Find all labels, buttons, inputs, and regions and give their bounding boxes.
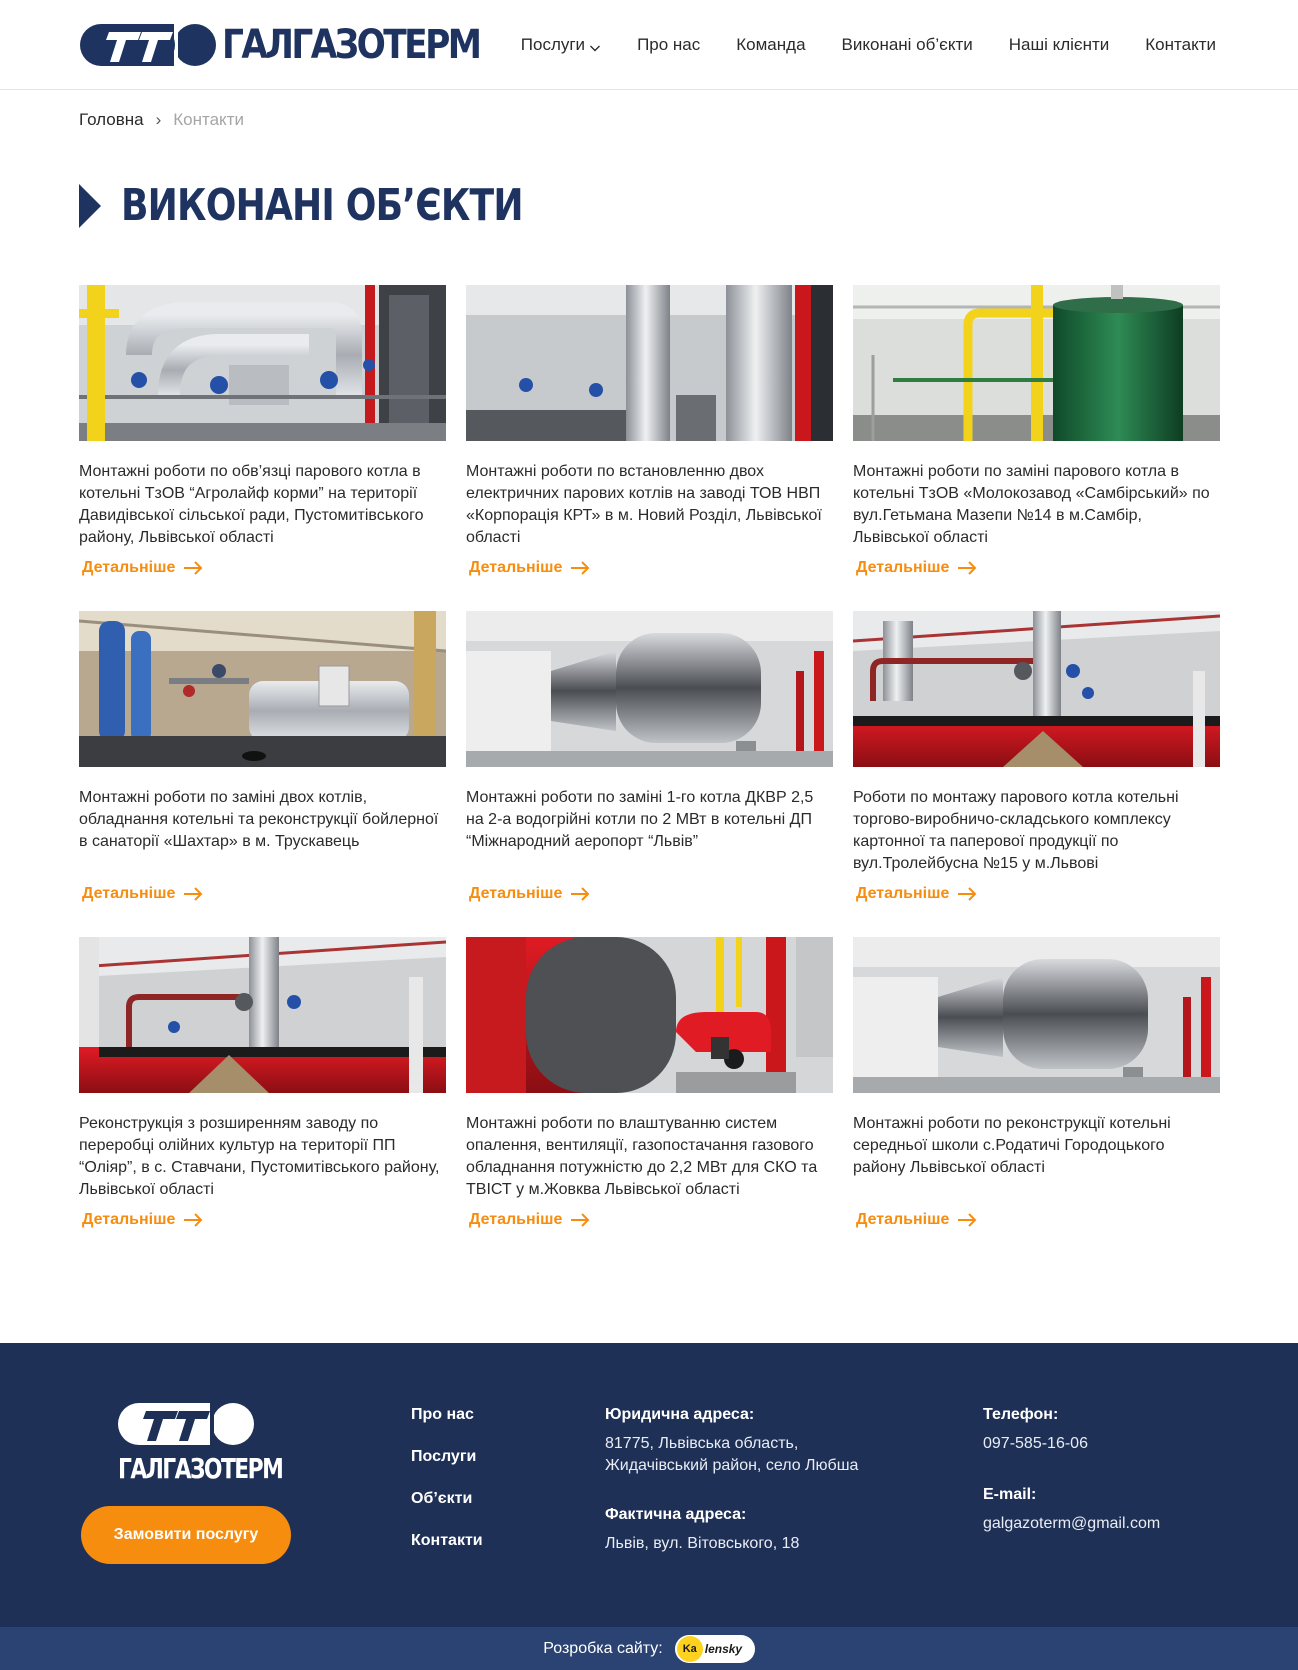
nav-item-label: Послуги (520, 35, 586, 54)
developer-logo[interactable] (675, 1635, 755, 1663)
logo-emblem-icon (118, 1403, 254, 1445)
details-link-label: Детальніше (82, 1211, 176, 1228)
project-description: Монтажні роботи по реконструкції котельні середньої школи с.Родатичі Городоцького району Львівської області (853, 1115, 1171, 1176)
footer-addresses (605, 1405, 905, 1555)
legal-address: 81775, Львівська область, Жидачівський район, село Любша (605, 1435, 859, 1474)
logo[interactable] (79, 23, 521, 67)
details-link[interactable] (856, 885, 977, 903)
actual-address-label: Фактична адреса: (605, 1506, 747, 1523)
phone-link[interactable]: 097-585-16-06 (983, 1435, 1088, 1452)
developer-credits (0, 1627, 1298, 1670)
details-link[interactable] (82, 559, 203, 577)
arrow-right-icon (957, 1213, 977, 1227)
details-link[interactable] (469, 885, 590, 903)
order-service-button[interactable]: Замовити послугу (81, 1506, 291, 1564)
breadcrumb-current: Контакти (173, 110, 244, 129)
nav-item-clients[interactable]: Наші клієнти (1008, 35, 1110, 54)
footer-link-contacts[interactable]: Контакти (411, 1532, 483, 1549)
details-link-label: Детальніше (856, 885, 950, 902)
project-image[interactable] (853, 611, 1220, 767)
page-title-block (79, 180, 611, 231)
footer-link-services[interactable]: Послуги (411, 1448, 477, 1465)
footer-menu (411, 1405, 483, 1573)
details-link[interactable] (469, 1211, 590, 1229)
project-card (79, 285, 446, 577)
project-image[interactable] (853, 937, 1220, 1093)
arrow-right-icon (957, 887, 977, 901)
project-description: Монтажні роботи по встановленню двох електричних парових котлів на заводі ТОВ НВП «Корпорація КРТ» в м. Новий Розділ, Львівської області (466, 463, 822, 546)
details-link[interactable] (856, 1211, 977, 1229)
details-link[interactable] (856, 559, 977, 577)
title-arrow-icon (79, 184, 101, 228)
project-description: Роботи по монтажу парового котла котельні торгово-виробничо-складського комплексу картонної та паперової продукції по вул.Тролейбусна №15 у м.Львові (853, 789, 1179, 872)
details-link-label: Детальніше (82, 885, 176, 902)
project-image[interactable] (79, 611, 446, 767)
project-image[interactable] (79, 285, 446, 441)
arrow-right-icon (957, 561, 977, 575)
nav-item-team[interactable]: Команда (736, 35, 806, 54)
details-link-label: Детальніше (469, 559, 563, 576)
project-card (466, 937, 833, 1229)
project-image[interactable] (466, 285, 833, 441)
site-header (0, 0, 1298, 90)
logo-wordmark: ГАЛГАЗОТЕРМ (222, 22, 480, 68)
details-link[interactable] (82, 885, 203, 903)
breadcrumb-home-link[interactable]: Головна (79, 110, 144, 129)
details-link-label: Детальніше (856, 1211, 950, 1228)
page-title: ВИКОНАНІ ОБ’ЄКТИ (121, 180, 523, 231)
arrow-right-icon (570, 887, 590, 901)
arrow-right-icon (183, 561, 203, 575)
project-description: Реконструкція з розширенням заводу по переробці олійних культур на території ПП “Оліяр”, в с. Ставчани, Пустомитівського району, Львівської області (79, 1115, 440, 1198)
details-link[interactable] (82, 1211, 203, 1229)
project-description: Монтажні роботи по влаштуванню систем опалення, вентиляції, газопостачання газового обладнання потужністю до 2,2 МВт для СКО та ТВІСТ у м.Жовква Львівської області (466, 1115, 818, 1198)
arrow-right-icon (183, 887, 203, 901)
credits-label: Розробка сайту: (543, 1639, 663, 1657)
nav-item-completed-projects[interactable]: Виконані об’єкти (841, 35, 973, 54)
project-card (853, 285, 1220, 577)
nav-item-contacts[interactable]: Контакти (1145, 35, 1216, 54)
project-card (79, 611, 446, 903)
actual-address: Львів, вул. Вітовського, 18 (605, 1535, 800, 1552)
footer-logo-wordmark: ГАЛГАЗОТЕРМ (118, 1452, 283, 1485)
project-card (466, 285, 833, 577)
project-card (853, 937, 1220, 1229)
project-card (79, 937, 446, 1229)
project-description: Монтажні роботи по заміні парового котла в котельні ТзОВ «Молокозавод «Самбірський» по вул.Гетьмана Мазепи №14 в м.Самбір, Львівської області (853, 463, 1210, 546)
footer-link-objects[interactable]: Об’єкти (411, 1490, 473, 1507)
footer-logo[interactable] (118, 1403, 283, 1485)
details-link-label: Детальніше (856, 559, 950, 576)
details-link[interactable] (469, 559, 590, 577)
arrow-right-icon (570, 1213, 590, 1227)
email-label: E-mail: (983, 1486, 1037, 1503)
project-image[interactable] (466, 611, 833, 767)
arrow-right-icon (183, 1213, 203, 1227)
project-image[interactable] (466, 937, 833, 1093)
footer-contacts (983, 1405, 1223, 1535)
nav-item-services[interactable] (521, 35, 601, 55)
breadcrumb (79, 110, 244, 130)
arrow-right-icon (570, 561, 590, 575)
details-link-label: Детальніше (469, 885, 563, 902)
project-description: Монтажні роботи по заміні двох котлів, обладнання котельні та реконструкції бойлерної в санаторії «Шахтар» в м. Трускавець (79, 789, 439, 850)
developer-logo-dot: Ka (677, 1636, 703, 1662)
footer-link-about[interactable]: Про нас (411, 1406, 474, 1423)
project-description: Монтажні роботи по обв’язці парового котла в котельні ТзОВ “Агролайф корми” на території Давидівської сільської ради, Пустомитівського району, Львівської області (79, 463, 424, 546)
project-description: Монтажні роботи по заміні 1-го котла ДКВР 2,5 на 2-а водогрійні котли по 2 МВт в котельні ДП “Міжнародний аеропорт “Львів” (466, 789, 814, 850)
logo-emblem-icon (79, 24, 216, 66)
phone-label: Телефон: (983, 1406, 1059, 1423)
nav-item-about[interactable]: Про нас (637, 35, 701, 54)
breadcrumb-separator-icon: › (155, 110, 162, 129)
details-link-label: Детальніше (82, 559, 176, 576)
project-card (466, 611, 833, 903)
legal-address-label: Юридична адреса: (605, 1406, 755, 1423)
project-image[interactable] (79, 937, 446, 1093)
project-image[interactable] (853, 285, 1220, 441)
developer-logo-text: lensky (704, 1641, 743, 1656)
details-link-label: Детальніше (469, 1211, 563, 1228)
site-footer (0, 1343, 1298, 1627)
chevron-down-icon (589, 39, 601, 51)
main-nav (521, 0, 1216, 90)
project-card (853, 611, 1220, 903)
email-link[interactable]: galgazoterm@gmail.com (983, 1515, 1161, 1532)
